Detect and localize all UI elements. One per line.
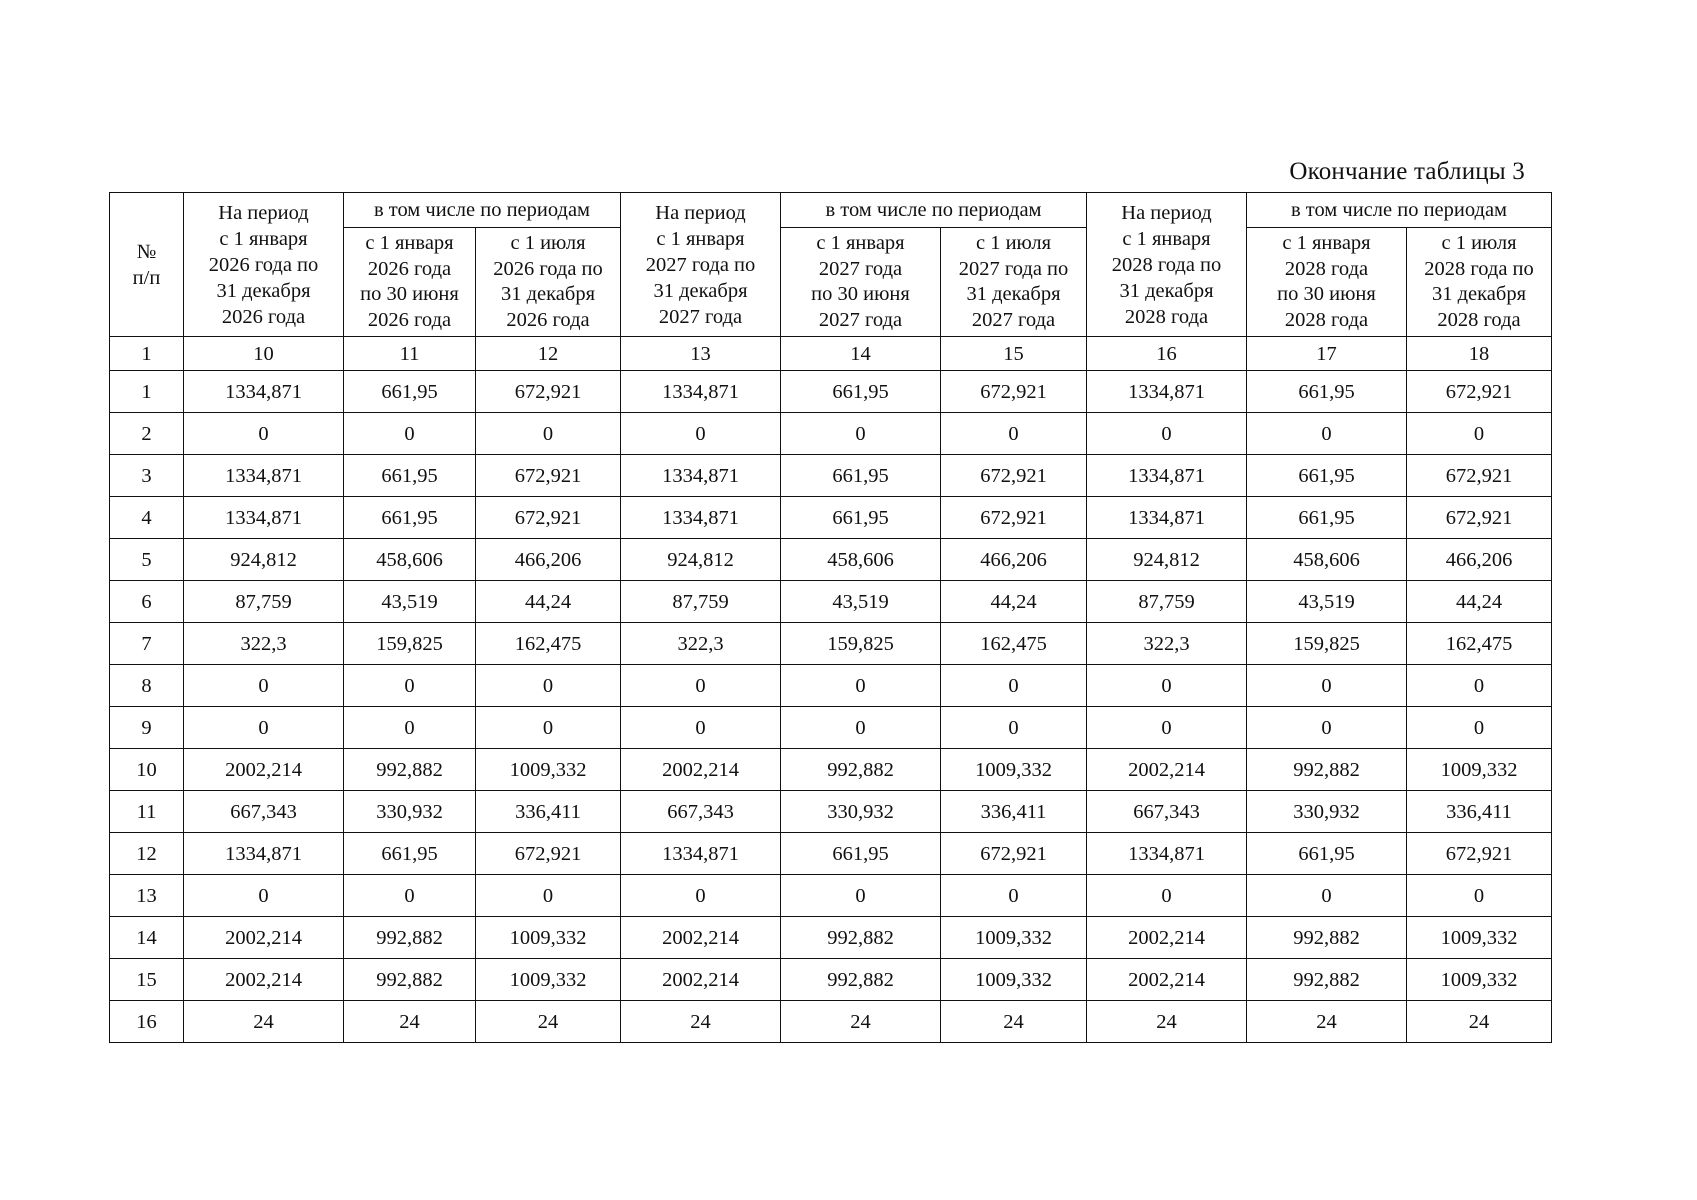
value-cell: 0 [781,707,941,749]
table-row [110,665,1552,707]
col-number: 17 [1247,337,1407,371]
table-row [110,875,1552,917]
value-cell: 667,343 [1087,791,1247,833]
value-cell: 0 [1087,875,1247,917]
value-cell: 661,95 [781,371,941,413]
value-cell: 0 [1087,665,1247,707]
header-split-2028: в том числе по периодам [1247,193,1552,228]
value-cell: 1334,871 [621,497,781,539]
value-cell: 672,921 [941,371,1087,413]
value-cell: 24 [941,1001,1087,1043]
value-cell: 992,882 [344,917,476,959]
value-cell: 44,24 [1407,581,1552,623]
header-h1-2028: с 1 января 2028 года по 30 июня 2028 года [1247,228,1407,337]
value-cell: 43,519 [1247,581,1407,623]
table-row [110,581,1552,623]
table-row [110,623,1552,665]
col-number: 15 [941,337,1087,371]
value-cell: 661,95 [1247,371,1407,413]
value-cell: 1334,871 [1087,371,1247,413]
value-cell: 661,95 [1247,497,1407,539]
value-cell: 0 [941,413,1087,455]
value-cell: 0 [781,665,941,707]
row-number-cell: 2 [110,413,184,455]
value-cell: 162,475 [1407,623,1552,665]
value-cell: 322,3 [184,623,344,665]
row-number-cell: 10 [110,749,184,791]
col-number: 11 [344,337,476,371]
table-row [110,371,1552,413]
value-cell: 1009,332 [476,959,621,1001]
table-row [110,917,1552,959]
value-cell: 2002,214 [621,959,781,1001]
row-number-cell: 8 [110,665,184,707]
value-cell: 458,606 [344,539,476,581]
value-cell: 661,95 [1247,455,1407,497]
value-cell: 44,24 [476,581,621,623]
value-cell: 672,921 [1407,833,1552,875]
value-cell: 661,95 [781,497,941,539]
table-row [110,413,1552,455]
table-row [110,539,1552,581]
table-row [110,833,1552,875]
value-cell: 672,921 [1407,371,1552,413]
value-cell: 24 [621,1001,781,1043]
value-cell: 992,882 [781,749,941,791]
value-cell: 1334,871 [1087,833,1247,875]
value-cell: 322,3 [621,623,781,665]
value-cell: 458,606 [781,539,941,581]
value-cell: 162,475 [476,623,621,665]
row-number-cell: 14 [110,917,184,959]
value-cell: 458,606 [1247,539,1407,581]
value-cell: 672,921 [1407,455,1552,497]
value-cell: 1334,871 [1087,497,1247,539]
value-cell: 1334,871 [621,371,781,413]
value-cell: 672,921 [941,455,1087,497]
value-cell: 661,95 [344,371,476,413]
value-cell: 2002,214 [1087,917,1247,959]
value-cell: 924,812 [621,539,781,581]
value-cell: 0 [1087,707,1247,749]
header-split-2026: в том числе по периодам [344,193,621,228]
value-cell: 322,3 [1087,623,1247,665]
value-cell: 992,882 [1247,917,1407,959]
value-cell: 336,411 [476,791,621,833]
value-cell: 0 [941,707,1087,749]
table-row [110,455,1552,497]
value-cell: 0 [1087,413,1247,455]
value-cell: 1334,871 [184,833,344,875]
value-cell: 661,95 [344,455,476,497]
value-cell: 2002,214 [621,917,781,959]
column-number-row [110,337,1552,371]
value-cell: 992,882 [344,749,476,791]
row-number-cell: 11 [110,791,184,833]
value-cell: 0 [184,707,344,749]
value-cell: 24 [476,1001,621,1043]
value-cell: 159,825 [1247,623,1407,665]
value-cell: 0 [476,413,621,455]
value-cell: 466,206 [941,539,1087,581]
value-cell: 661,95 [781,455,941,497]
value-cell: 2002,214 [184,749,344,791]
value-cell: 24 [1407,1001,1552,1043]
col-number: 1 [110,337,184,371]
value-cell: 0 [1407,707,1552,749]
value-cell: 1334,871 [184,371,344,413]
value-cell: 1009,332 [941,959,1087,1001]
value-cell: 661,95 [1247,833,1407,875]
header-split-2027: в том числе по периодам [781,193,1087,228]
col-number: 18 [1407,337,1552,371]
table-row [110,749,1552,791]
table-row [110,959,1552,1001]
value-cell: 162,475 [941,623,1087,665]
value-cell: 2002,214 [1087,959,1247,1001]
value-cell: 672,921 [1407,497,1552,539]
value-cell: 159,825 [781,623,941,665]
value-cell: 1009,332 [476,917,621,959]
value-cell: 1009,332 [1407,959,1552,1001]
col-number: 12 [476,337,621,371]
value-cell: 672,921 [941,497,1087,539]
value-cell: 924,812 [1087,539,1247,581]
value-cell: 87,759 [1087,581,1247,623]
value-cell: 0 [476,665,621,707]
value-cell: 1334,871 [184,497,344,539]
row-number-cell: 6 [110,581,184,623]
value-cell: 24 [1247,1001,1407,1043]
table-caption: Окончание таблицы 3 [1289,158,1525,185]
value-cell: 24 [1087,1001,1247,1043]
header-h2-2027: с 1 июля 2027 года по 31 декабря 2027 года [941,228,1087,337]
value-cell: 1334,871 [621,455,781,497]
value-cell: 0 [1247,413,1407,455]
value-cell: 1334,871 [1087,455,1247,497]
header-h2-2028: с 1 июля 2028 года по 31 декабря 2028 года [1407,228,1552,337]
value-cell: 336,411 [1407,791,1552,833]
col-number: 14 [781,337,941,371]
value-cell: 0 [184,413,344,455]
value-cell: 1334,871 [184,455,344,497]
value-cell: 0 [344,413,476,455]
value-cell: 0 [1407,665,1552,707]
value-cell: 24 [781,1001,941,1043]
value-cell: 24 [184,1001,344,1043]
value-cell: 0 [476,875,621,917]
value-cell: 672,921 [476,455,621,497]
value-cell: 1334,871 [621,833,781,875]
value-cell: 2002,214 [184,917,344,959]
value-cell: 0 [781,875,941,917]
value-cell: 0 [621,413,781,455]
value-cell: 2002,214 [1087,749,1247,791]
col-number: 16 [1087,337,1247,371]
row-number-cell: 1 [110,371,184,413]
row-number-cell: 13 [110,875,184,917]
value-cell: 44,24 [941,581,1087,623]
value-cell: 667,343 [184,791,344,833]
value-cell: 1009,332 [1407,917,1552,959]
value-cell: 87,759 [621,581,781,623]
header-total-2027: На период с 1 января 2027 года по 31 декабря 2027 года [621,193,781,337]
header-h2-2026: с 1 июля 2026 года по 31 декабря 2026 года [476,228,621,337]
value-cell: 0 [184,665,344,707]
value-cell: 661,95 [344,833,476,875]
value-cell: 0 [476,707,621,749]
value-cell: 0 [941,665,1087,707]
value-cell: 992,882 [1247,749,1407,791]
row-number-cell: 15 [110,959,184,1001]
value-cell: 992,882 [344,959,476,1001]
value-cell: 672,921 [476,497,621,539]
table-row [110,707,1552,749]
value-cell: 667,343 [621,791,781,833]
value-cell: 1009,332 [941,917,1087,959]
value-cell: 0 [621,707,781,749]
value-cell: 0 [1407,875,1552,917]
row-number-cell: 9 [110,707,184,749]
value-cell: 159,825 [344,623,476,665]
value-cell: 0 [941,875,1087,917]
col-number: 13 [621,337,781,371]
table-row [110,497,1552,539]
value-cell: 1009,332 [941,749,1087,791]
value-cell: 0 [621,665,781,707]
value-cell: 336,411 [941,791,1087,833]
col-number: 10 [184,337,344,371]
value-cell: 2002,214 [621,749,781,791]
value-cell: 466,206 [476,539,621,581]
value-cell: 992,882 [781,959,941,1001]
value-cell: 330,932 [1247,791,1407,833]
value-cell: 672,921 [476,833,621,875]
row-number-cell: 4 [110,497,184,539]
value-cell: 992,882 [1247,959,1407,1001]
value-cell: 0 [621,875,781,917]
value-cell: 0 [1247,665,1407,707]
row-number-cell: 5 [110,539,184,581]
value-cell: 0 [344,665,476,707]
table-row [110,1001,1552,1043]
value-cell: 43,519 [781,581,941,623]
value-cell: 992,882 [781,917,941,959]
value-cell: 0 [344,707,476,749]
row-number-cell: 7 [110,623,184,665]
value-cell: 661,95 [781,833,941,875]
value-cell: 43,519 [344,581,476,623]
row-number-cell: 12 [110,833,184,875]
value-cell: 1009,332 [476,749,621,791]
value-cell: 924,812 [184,539,344,581]
value-cell: 1009,332 [1407,749,1552,791]
value-cell: 0 [781,413,941,455]
row-number-cell: 3 [110,455,184,497]
value-cell: 0 [1407,413,1552,455]
value-cell: 2002,214 [184,959,344,1001]
header-h1-2026: с 1 января 2026 года по 30 июня 2026 года [344,228,476,337]
value-cell: 661,95 [344,497,476,539]
value-cell: 330,932 [781,791,941,833]
header-total-2026: На период с 1 января 2026 года по 31 декабря 2026 года [184,193,344,337]
value-cell: 672,921 [941,833,1087,875]
value-cell: 0 [1247,875,1407,917]
table-body [110,371,1552,1043]
data-table [109,192,1552,1043]
value-cell: 466,206 [1407,539,1552,581]
header-num: № п/п [110,193,184,337]
header-row-top [110,193,1552,228]
row-number-cell: 16 [110,1001,184,1043]
table-row [110,791,1552,833]
value-cell: 87,759 [184,581,344,623]
value-cell: 0 [344,875,476,917]
value-cell: 0 [1247,707,1407,749]
header-h1-2027: с 1 января 2027 года по 30 июня 2027 года [781,228,941,337]
value-cell: 0 [184,875,344,917]
header-total-2028: На период с 1 января 2028 года по 31 декабря 2028 года [1087,193,1247,337]
value-cell: 24 [344,1001,476,1043]
value-cell: 330,932 [344,791,476,833]
value-cell: 672,921 [476,371,621,413]
